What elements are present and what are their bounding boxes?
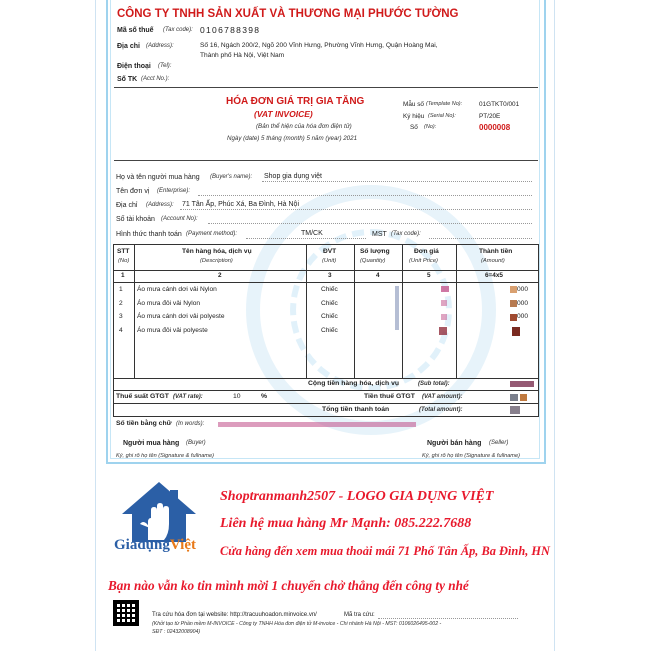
col-divider-2 bbox=[306, 244, 307, 378]
redacted-vat-b bbox=[520, 394, 527, 401]
serial-label: Ký hiệu bbox=[403, 113, 425, 120]
payment-label: Hình thức thanh toán bbox=[116, 231, 182, 238]
total-label: Tổng tiền thanh toán bbox=[322, 406, 390, 413]
vat-rate-label: Thuế suất GTGT bbox=[116, 393, 169, 400]
row-3-amount: 000 bbox=[517, 313, 529, 320]
in-words-label: Số tiền bằng chữ bbox=[116, 420, 172, 427]
col-number-2: 2 bbox=[218, 272, 222, 279]
redacted-amount-2 bbox=[510, 300, 517, 307]
total-label-en: (Total amount): bbox=[419, 407, 463, 413]
buyer-name-line bbox=[262, 181, 532, 182]
redacted-amount-3 bbox=[510, 314, 517, 321]
serial-no: PT/20E bbox=[479, 113, 501, 120]
mst-line bbox=[429, 238, 532, 239]
tax-code-value: 0106788398 bbox=[200, 25, 261, 35]
redacted-price-1 bbox=[441, 286, 449, 292]
row-4-no: 4 bbox=[119, 327, 123, 334]
buyer-sign-title: Người mua hàng bbox=[123, 440, 180, 447]
col-divider-5 bbox=[456, 244, 457, 378]
col-number-6: 6=4x5 bbox=[485, 272, 503, 279]
vat-rate-value: 10 bbox=[233, 393, 241, 400]
row-2-amount: 000 bbox=[517, 300, 529, 307]
promo-line-3: Cửa hàng đến xem mua thoải mái 71 Phố Tân Ấp, Ba Đình, HN bbox=[220, 544, 550, 558]
buyer-sign-title-en: (Buyer) bbox=[186, 440, 206, 446]
redacted-price-3 bbox=[441, 314, 447, 320]
seller-address-label-en: (Address): bbox=[146, 43, 174, 49]
payment-line bbox=[246, 238, 366, 239]
col-header-qty: Số lượng bbox=[360, 248, 390, 255]
row-4-unit: Chiếc bbox=[321, 327, 338, 334]
table-right-border bbox=[538, 244, 539, 416]
col-header-unit: ĐVT bbox=[323, 248, 337, 255]
lookup-code-line bbox=[378, 618, 518, 619]
template-label-en: (Template No): bbox=[426, 101, 463, 107]
table-left-border bbox=[113, 244, 114, 416]
col-number-4: 4 bbox=[376, 272, 380, 279]
template-no: 01GTKT0/001 bbox=[479, 101, 520, 108]
col-header-price-en: (Unit Price) bbox=[409, 258, 438, 264]
unit-label: Tên đơn vị bbox=[116, 188, 150, 195]
col-header-no-en: (No) bbox=[118, 258, 130, 264]
vat-amount-label-en: (VAT amount): bbox=[422, 394, 463, 400]
header-divider bbox=[114, 87, 538, 88]
account-label-en: (Acct No.): bbox=[141, 76, 170, 82]
row-3-unit: Chiếc bbox=[321, 313, 338, 320]
seller-address-line1: Số 16, Ngách 200/2, Ngõ 200 Vĩnh Hưng, Phường Vĩnh Hưng, Quận Hoàng Mai, bbox=[200, 42, 438, 49]
lookup-code-label: Mã tra cứu: bbox=[344, 612, 375, 618]
number-label-en: (No): bbox=[424, 124, 437, 130]
invoice-note: (Bản thể hiện của hóa đơn điện tử) bbox=[256, 123, 352, 130]
buyer-name: Shop gia dụng việt bbox=[264, 173, 322, 180]
row-1-amount: 000 bbox=[517, 286, 529, 293]
invoice-title: HÓA ĐƠN GIÁ TRỊ GIA TĂNG bbox=[226, 96, 365, 107]
redacted-subtotal bbox=[510, 381, 534, 387]
seller-address-line2: Thành phố Hà Nội, Việt Nam bbox=[200, 52, 285, 59]
subtotal-label-en: (Sub total): bbox=[418, 381, 450, 387]
table-top-border bbox=[113, 244, 539, 245]
seller-sign-title: Người bán hàng bbox=[427, 440, 482, 447]
col-header-amount: Thành tiền bbox=[479, 248, 513, 255]
seller-sign-title-en: (Seller) bbox=[489, 440, 509, 446]
redacted-total bbox=[510, 406, 520, 414]
tax-code-label: Mã số thuế bbox=[117, 27, 154, 34]
promo-line-1: Shoptranmanh2507 - LOGO GIA DỤNG VIỆT bbox=[220, 489, 494, 504]
row-4-desc: Áo mưa đôi vải polyeste bbox=[137, 327, 208, 334]
serial-label-en: (Serial No): bbox=[428, 113, 456, 119]
title-divider bbox=[114, 160, 538, 161]
redacted-in-words bbox=[218, 422, 416, 427]
mst-label-en: (Tax code): bbox=[391, 231, 421, 237]
row-1-unit: Chiếc bbox=[321, 286, 338, 293]
invoice-number: 0000008 bbox=[479, 123, 511, 132]
buyer-address-label-en: (Address): bbox=[146, 202, 174, 208]
buyer-account-line bbox=[208, 223, 532, 224]
row-1-desc: Áo mưa cánh dơi vải Nylon bbox=[137, 286, 217, 293]
col-header-desc: Tên hàng hóa, dịch vụ bbox=[182, 248, 252, 255]
invoice-subtitle: (VAT INVOICE) bbox=[254, 109, 313, 119]
redacted-amount-4 bbox=[512, 327, 520, 336]
payment-value: TM/CK bbox=[301, 230, 323, 237]
qr-code-icon bbox=[113, 600, 139, 626]
logo-text-b: Việt bbox=[169, 537, 196, 553]
vat-rate-unit: % bbox=[261, 393, 268, 400]
row-1-no: 1 bbox=[119, 286, 123, 293]
row-3-desc: Áo mưa cánh dơi vải polyeste bbox=[137, 313, 225, 320]
buyer-address: 71 Tân Ấp, Phúc Xá, Ba Đình, Hà Nội bbox=[182, 201, 299, 208]
vat-rate-label-en: (VAT rate): bbox=[173, 394, 203, 400]
col-header-qty-en: (Quantity) bbox=[360, 258, 386, 264]
col-divider-4 bbox=[402, 244, 403, 378]
fine-print-1: (Khởi tạo từ Phần mềm M-INVOICE - Công ty TNHH Hóa đơn điện tử M-invoice - Chi nhánh Hà Nội - MST: 0106026495-002 - bbox=[152, 621, 442, 627]
seller-address-label: Địa chỉ bbox=[117, 43, 140, 50]
company-name: CÔNG TY TNHH SẢN XUẤT VÀ THƯƠNG MẠI PHƯỚC TƯỜNG bbox=[117, 8, 459, 20]
vat-border bbox=[113, 403, 539, 404]
table-header-border bbox=[113, 270, 539, 271]
col-divider-3 bbox=[354, 244, 355, 378]
col-number-1: 1 bbox=[121, 272, 125, 279]
in-words-label-en: (In words): bbox=[176, 421, 205, 427]
col-number-5: 5 bbox=[427, 272, 431, 279]
buyer-name-label: Họ và tên người mua hàng bbox=[116, 174, 200, 181]
col-number-3: 3 bbox=[328, 272, 332, 279]
col-header-desc-en: (Description) bbox=[200, 258, 233, 264]
col-header-unit-en: (Unit) bbox=[322, 258, 337, 264]
table-colnum-border bbox=[113, 282, 539, 283]
total-border bbox=[113, 416, 539, 417]
logo-text-a: Giadụng bbox=[114, 537, 170, 553]
account-label: Số TK bbox=[117, 76, 138, 83]
col-header-no: STT bbox=[117, 248, 130, 255]
promo-line-2: Liên hệ mua hàng Mr Mạnh: 085.222.7688 bbox=[220, 516, 472, 531]
phone-label: Điện thoại bbox=[117, 63, 151, 70]
row-2-desc: Áo mưa đôi vải Nylon bbox=[137, 300, 201, 307]
subtotal-border bbox=[113, 390, 539, 391]
buyer-sign-note: Ký, ghi rõ họ tên (Signature & fullname) bbox=[116, 453, 214, 459]
col-header-price: Đơn giá bbox=[414, 248, 439, 255]
row-3-no: 3 bbox=[119, 313, 123, 320]
invoice-page bbox=[95, 0, 555, 651]
mst-label: MST bbox=[372, 231, 387, 238]
number-label: Số bbox=[410, 124, 418, 131]
row-2-no: 2 bbox=[119, 300, 123, 307]
subtotal-label: Cộng tiền hàng hóa, dịch vụ bbox=[308, 380, 400, 387]
redacted-price-4 bbox=[439, 327, 447, 335]
seller-sign-note: Ký, ghi rõ họ tên (Signature & fullname) bbox=[422, 453, 520, 459]
tax-code-label-en: (Tax code): bbox=[163, 27, 193, 33]
lookup-website: Tra cứu hóa đơn tại website: http://tracuuhoadon.minvoice.vn/ bbox=[152, 612, 317, 618]
col-header-amount-en: (Amount) bbox=[481, 258, 505, 264]
redacted-vat bbox=[510, 394, 518, 401]
table-body-border bbox=[113, 378, 539, 379]
phone-label-en: (Tel): bbox=[158, 63, 172, 69]
redacted-qty bbox=[395, 286, 399, 330]
template-label: Mẫu số bbox=[403, 101, 424, 108]
col-divider-1 bbox=[134, 244, 135, 378]
payment-label-en: (Payment method): bbox=[186, 231, 238, 237]
fine-print-2: SĐT : 02432008904) bbox=[152, 629, 201, 635]
logo-text bbox=[114, 538, 196, 553]
redacted-amount-1 bbox=[510, 286, 517, 293]
vat-amount-label: Tiền thuế GTGT bbox=[364, 393, 415, 400]
buyer-address-label: Địa chỉ bbox=[116, 202, 138, 209]
buyer-name-label-en: (Buyer's name): bbox=[210, 174, 253, 180]
redacted-price-2 bbox=[441, 300, 447, 306]
buyer-account-label-en: (Account No): bbox=[161, 216, 198, 222]
promo-line-4: Bạn nào vẫn ko tin mình mời 1 chuyến chở thẳng đến công ty nhé bbox=[108, 578, 469, 593]
buyer-account-label: Số tài khoản bbox=[116, 216, 155, 223]
unit-line bbox=[198, 195, 532, 196]
buyer-address-line bbox=[180, 209, 532, 210]
row-2-unit: Chiếc bbox=[321, 300, 338, 307]
unit-label-en: (Enterprise): bbox=[157, 188, 191, 194]
invoice-date: Ngày (date) 5 tháng (month) 5 năm (year) 2021 bbox=[227, 135, 358, 142]
